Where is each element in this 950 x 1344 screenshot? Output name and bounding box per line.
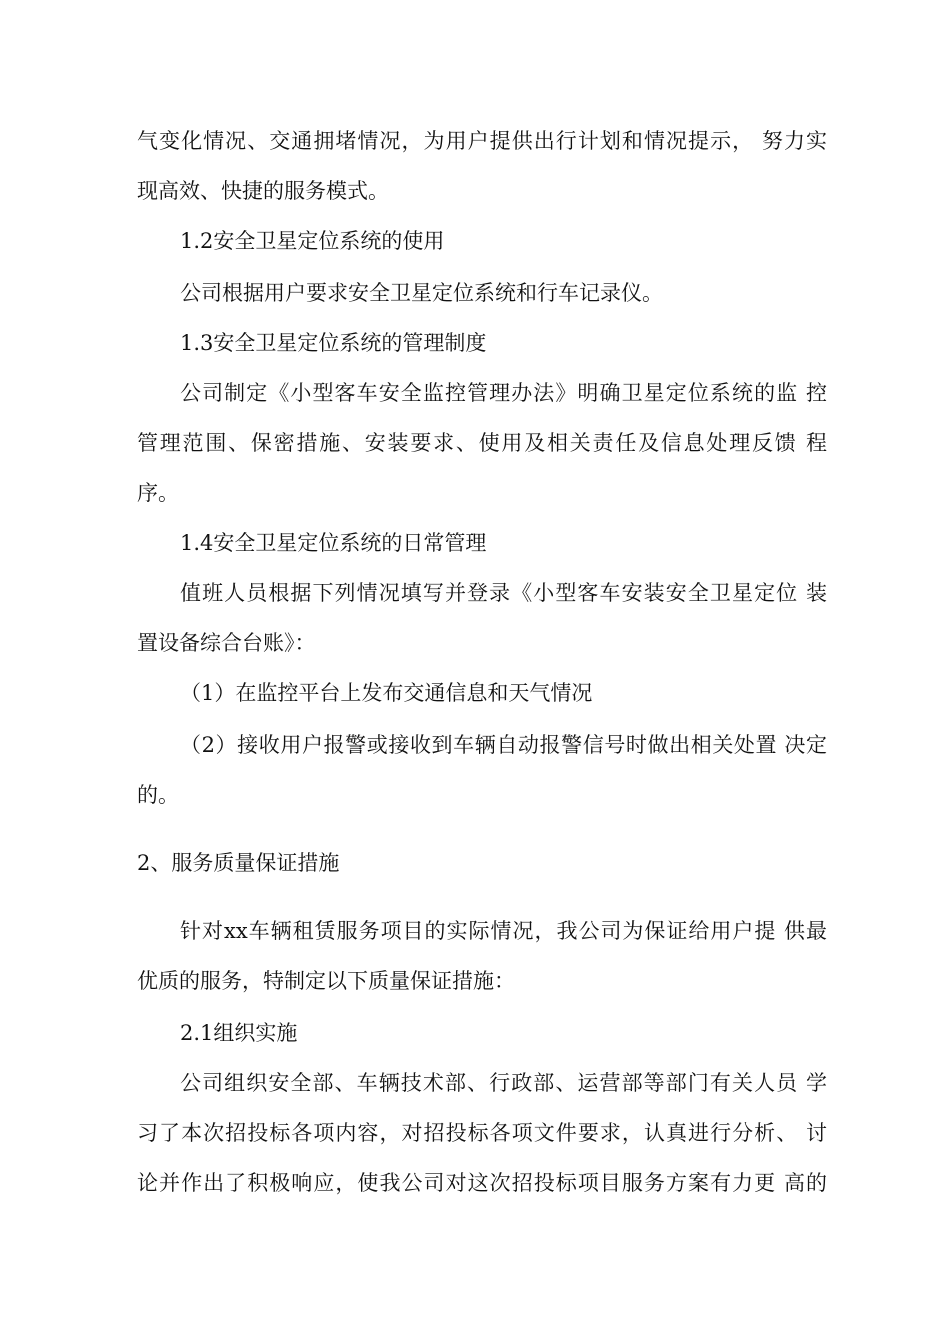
paragraph-line: 优质的服务，特制定以下质量保证措施： [137,969,515,993]
paragraph-line: 公司组织安全部、车辆技术部、行政部、运营部等部门有关人员 学 [180,1071,827,1095]
paragraph-line: 现高效、快捷的服务模式。 [137,179,389,203]
paragraph-line: 气变化情况、交通拥堵情况，为用户提供出行计划和情况提示， 努力实 [137,129,827,153]
paragraph-line: 序。 [137,481,179,505]
paragraph-line: 值班人员根据下列情况填写并登录《小型客车安装安全卫星定位 装 [180,581,827,605]
section-heading-2: 2、服务质量保证措施 [137,851,340,875]
section-heading-2-1: 2.1组织实施 [180,1021,298,1045]
section-heading-1-3: 1.3安全卫星定位系统的管理制度 [180,331,487,355]
paragraph-line: 的。 [137,783,179,807]
paragraph-line: 习了本次招投标各项内容，对招投标各项文件要求，认真进行分析、 讨 [137,1121,827,1145]
paragraph-line: 置设备综合台账》： [137,631,316,655]
paragraph-line: 针对xx车辆租赁服务项目的实际情况，我公司为保证给用户提 供最 [180,919,827,943]
section-heading-1-4: 1.4安全卫星定位系统的日常管理 [180,531,487,555]
section-heading-1-2: 1.2安全卫星定位系统的使用 [180,229,445,253]
list-item-2: （2）接收用户报警或接收到车辆自动报警信号时做出相关处置 决定 [180,733,827,757]
paragraph-line: 管理范围、保密措施、安装要求、使用及相关责任及信息处理反馈 程 [137,431,827,455]
list-item-1: （1）在监控平台上发布交通信息和天气情况 [180,681,593,705]
paragraph-line: 公司制定《小型客车安全监控管理办法》明确卫星定位系统的监 控 [180,381,827,405]
paragraph-line: 公司根据用户要求安全卫星定位系统和行车记录仪。 [180,281,663,305]
paragraph-line: 论并作出了积极响应，使我公司对这次招投标项目服务方案有力更 高的 [137,1171,827,1195]
